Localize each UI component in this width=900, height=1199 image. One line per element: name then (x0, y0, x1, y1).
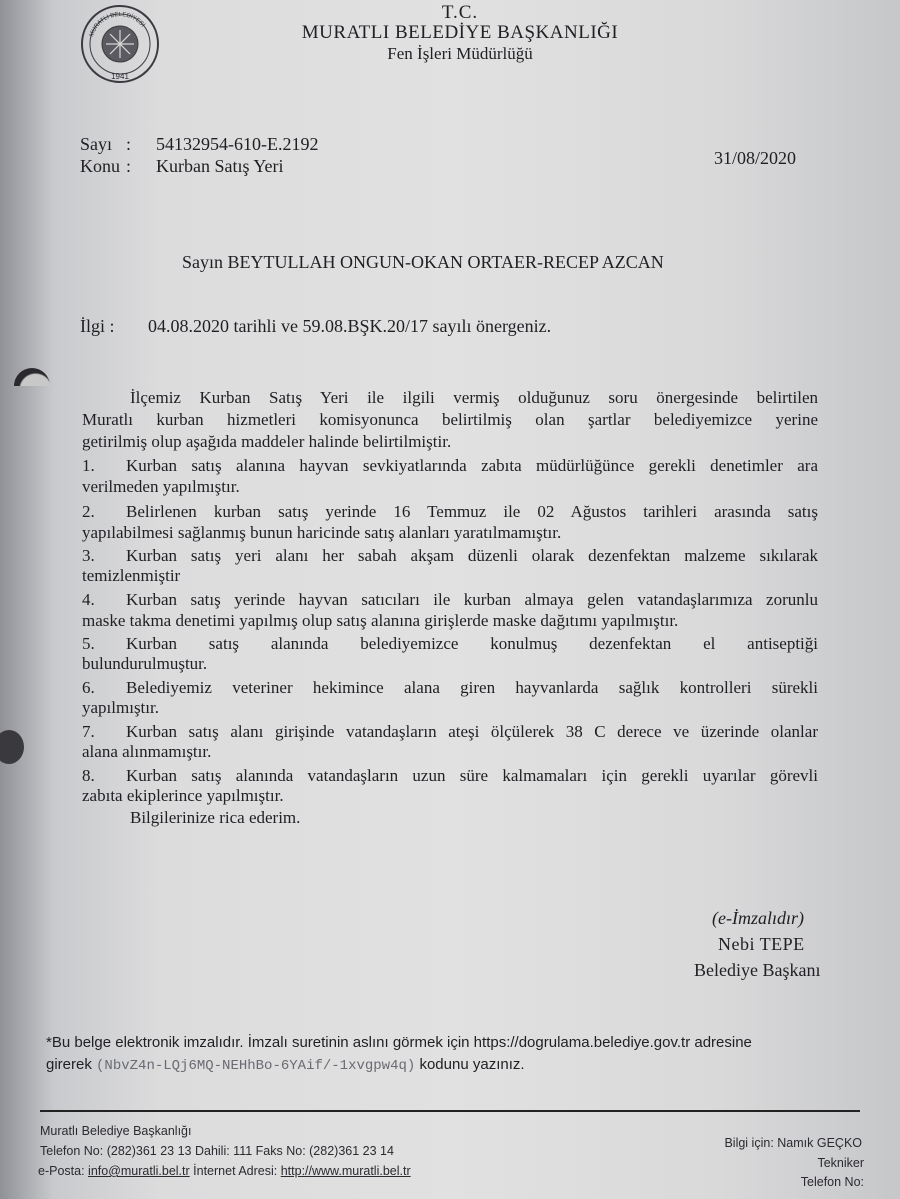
item-7-text: Kurban satış alanı girişinde vatandaşların ateşi ölçülerek 38 C derece ve üzerinde olanlar (126, 722, 818, 741)
item-6-number: 6. (82, 678, 95, 697)
intro-line-3: getirilmiş olup aşağıda maddeler halinde belirtilmiştir. (82, 432, 452, 451)
sayi-colon: : (126, 134, 132, 154)
item-1-text: Kurban satış alanına hayvan sevkiyatlarında zabıta müdürlüğünce gerekli denetimler ara (126, 456, 818, 475)
ilgi-text: 04.08.2020 tarihli ve 59.08.BŞK.20/17 sayılı önergeniz. (148, 316, 552, 336)
sayi-value: 54132954-610-E.2192 (156, 134, 319, 154)
footer-info-label: Bilgi için: Namık GEÇKO (724, 1136, 862, 1150)
item-3-text: Kurban satış yeri alanı her sabah akşam düzenli olarak dezenfektan malzeme sıkılarak (126, 546, 818, 565)
footer-email-label: e-Posta: (38, 1164, 85, 1178)
item-7-number: 7. (82, 722, 95, 741)
punch-hole-top (14, 368, 50, 404)
signatory-title: Belediye Başkanı (694, 960, 821, 980)
item-2-line-1 (82, 502, 818, 522)
item-1-number: 1. (82, 456, 95, 475)
item-5-text: Kurban satış alanında belediyemizce konulmuş dezenfektan el antiseptiği (126, 634, 818, 653)
seal-year: 1941 (111, 72, 129, 81)
item-5-line-2: bulundurulmuştur. (82, 654, 208, 673)
konu-colon: : (126, 156, 132, 176)
footer-web-link[interactable]: http://www.muratli.bel.tr (280, 1164, 411, 1178)
item-3-number: 3. (82, 546, 95, 565)
footer-phone: Telefon No: (282)361 23 13 Dahili: 111 Faks No: (282)361 23 14 (40, 1144, 394, 1158)
konu-value: Kurban Satış Yeri (156, 156, 284, 176)
item-7-line-1 (82, 722, 818, 742)
item-8-line-1 (82, 766, 818, 786)
sayi-row (80, 134, 318, 155)
footer-org: Muratlı Belediye Başkanlığı (40, 1124, 192, 1138)
item-4-line-1 (82, 590, 818, 610)
addressee: Sayın BEYTULLAH ONGUN-OKAN ORTAER-RECEP AZCAN (182, 252, 664, 272)
konu-row (80, 156, 284, 177)
item-8-line-2: zabıta ekiplerince yapılmıştır. (82, 786, 284, 805)
item-5-number: 5. (82, 634, 95, 653)
verification-suffix: kodunu yazınız. (419, 1056, 525, 1073)
ilgi-label: İlgi : (80, 316, 115, 336)
item-2-number: 2. (82, 502, 95, 521)
verification-prefix: girerek (46, 1056, 92, 1073)
footer-divider (40, 1110, 860, 1112)
item-1-line-1 (82, 456, 818, 476)
verification-line-1: *Bu belge elektronik imzalıdır. İmzalı suretinin aslını görmek için https://dogrulama.belediye.gov.tr adresine (46, 1034, 752, 1051)
item-7-line-2: alana alınmamıştır. (82, 742, 212, 761)
verification-code: (NbvZ4n-LQj6MQ-NEHhBo-6YAif/-1xvgpw4q) (96, 1058, 416, 1074)
seal-text: MURATLI BELEDİYESİ (88, 11, 146, 38)
konu-label: Konu (80, 156, 120, 176)
item-6-line-1 (82, 678, 818, 698)
item-8-text: Kurban satış alanında vatandaşların uzun süre kalmamaları için gerekli uyarılar görevli (126, 766, 818, 785)
signature-note: (e-İmzalıdır) (712, 908, 804, 928)
item-1-line-2: verilmeden yapılmıştır. (82, 477, 240, 496)
header-municipality: MURATLI BELEDİYE BAŞKANLIĞI (301, 22, 619, 43)
item-4-text: Kurban satış yerinde hayvan satıcıları ile kurban almaya gelen vatandaşlarımıza zorunlu (126, 590, 818, 609)
footer-email-link[interactable]: info@muratli.bel.tr (88, 1164, 190, 1178)
item-5-line-1 (82, 634, 818, 654)
sayi-label: Sayı (80, 134, 113, 154)
item-6-line-2: yapılmıştır. (82, 698, 159, 717)
intro-line-2: Muratlı kurban hizmetleri komisyonunca belirtilmiş olan şartlar belediyemizce yerine (82, 410, 818, 429)
signatory-name: Nebi TEPE (718, 934, 805, 954)
document-date: 31/08/2020 (714, 148, 797, 168)
item-2-line-2: yapılabilmesi sağlanmış bunun haricinde satış alanları yaratılmamıştır. (82, 523, 562, 542)
item-4-line-2: maske takma denetimi yapılmış olup satış alanına girişlerde maske dağıtımı yapılmıştır. (82, 611, 679, 630)
footer-contact (38, 1164, 411, 1178)
item-4-number: 4. (82, 590, 95, 609)
punch-hole-bottom (0, 730, 24, 764)
closing-line: Bilgilerinize rica ederim. (130, 808, 301, 827)
item-2-text: Belirlenen kurban satış yerinde 16 Temmuz ile 02 Ağustos tarihleri arasında satış (126, 502, 818, 521)
intro-line-1: İlçemiz Kurban Satış Yeri ile ilgili vermiş olduğunuz soru önergesinde belirtilen (130, 388, 818, 407)
header-tc: T.C. (441, 2, 479, 23)
item-8-number: 8. (82, 766, 95, 785)
verification-line-2 (46, 1056, 525, 1074)
item-3-line-2: temizlenmiştir (82, 566, 181, 585)
item-3-line-1 (82, 546, 818, 566)
ilgi-row (80, 316, 551, 337)
footer-info-phone: Telefon No: (800, 1175, 864, 1189)
header-department: Fen İşleri Müdürlüğü (387, 44, 533, 63)
item-6-text: Belediyemiz veteriner hekimince alana giren hayvanlarda sağlık kontrolleri sürekli (126, 678, 818, 697)
municipality-seal-icon (78, 4, 162, 84)
footer-info-title: Tekniker (817, 1156, 864, 1170)
footer-web-label: İnternet Adresi: (193, 1164, 278, 1178)
